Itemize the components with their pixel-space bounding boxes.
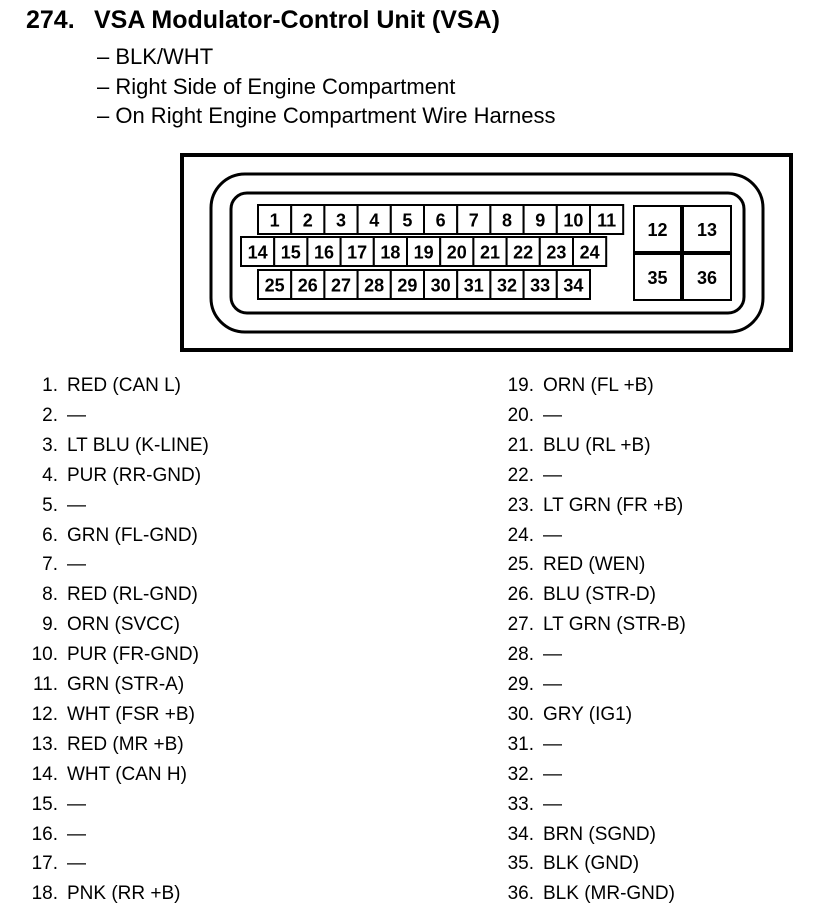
pin-row <box>476 461 562 491</box>
pin-label-28: 28 <box>364 275 385 296</box>
pin-description: PNK (RR +B) <box>67 883 181 905</box>
pin-number: 1. <box>42 375 58 396</box>
pin-number: 29. <box>507 674 534 695</box>
pin-label-12: 12 <box>647 220 668 240</box>
pin-description: BLK (GND) <box>543 853 640 875</box>
pin-number: 35. <box>507 853 534 875</box>
pin-number: 25. <box>507 554 534 576</box>
pin-number: 34. <box>507 823 534 845</box>
connector-color: – BLK/WHT <box>97 44 214 69</box>
pin-description: RED (MR +B) <box>67 733 184 755</box>
pin-description: RED (CAN L) <box>67 375 182 396</box>
pin-row <box>0 640 199 670</box>
pin-number: 4. <box>42 464 58 486</box>
pin-label-7: 7 <box>468 210 479 231</box>
pin-label-17: 17 <box>347 242 368 263</box>
pin-row <box>476 521 562 551</box>
pin-description: GRN (FL-GND) <box>67 524 198 546</box>
pin-description: — <box>67 554 86 576</box>
pin-row <box>0 790 86 820</box>
pin-number: 3. <box>42 434 58 456</box>
pin-label-4: 4 <box>369 210 380 231</box>
pin-label-18: 18 <box>380 242 401 263</box>
connector-diagram <box>0 0 832 360</box>
pin-number: 26. <box>507 584 534 606</box>
pin-row <box>476 879 675 909</box>
pin-row <box>476 760 562 790</box>
pin-description: ORN (SVCC) <box>67 614 180 636</box>
pin-row <box>476 849 639 879</box>
pin-description: GRN (STR-A) <box>67 674 185 695</box>
pin-number: 20. <box>507 404 534 426</box>
pin-description: WHT (FSR +B) <box>67 703 195 725</box>
pin-row <box>0 491 86 521</box>
pin-number: 9. <box>42 614 58 636</box>
pin-number: 14. <box>31 763 58 785</box>
pin-number: 19. <box>507 375 534 396</box>
pin-label-20: 20 <box>446 242 467 263</box>
pin-number: 17. <box>31 853 58 875</box>
pin-label-31: 31 <box>463 275 484 296</box>
pin-description: — <box>543 524 562 546</box>
pin-number: 11. <box>32 674 58 695</box>
pin-label-30: 30 <box>430 275 451 296</box>
pin-row <box>0 700 195 730</box>
pin-number: 18. <box>31 883 58 905</box>
pin-number: 7. <box>42 554 58 576</box>
pin-description: — <box>543 793 562 815</box>
pin-number: 6. <box>42 524 58 546</box>
pin-row <box>0 550 86 580</box>
pin-description: — <box>543 464 562 486</box>
pin-description: WHT (CAN H) <box>67 763 187 785</box>
item-number: 274. <box>26 6 75 34</box>
item-title: VSA Modulator-Control Unit (VSA) <box>94 6 500 34</box>
pin-label-32: 32 <box>496 275 518 296</box>
pin-description: PUR (FR-GND) <box>67 644 199 666</box>
pin-label-22: 22 <box>513 242 534 263</box>
pin-label-25: 25 <box>264 275 285 296</box>
pin-row <box>476 730 562 760</box>
pin-description: BRN (SGND) <box>543 823 656 845</box>
pin-row <box>0 371 181 401</box>
pin-row <box>476 550 645 580</box>
pin-row <box>0 730 184 760</box>
pin-label-13: 13 <box>696 220 718 240</box>
pin-row <box>476 700 632 730</box>
pin-number: 12. <box>31 703 58 725</box>
connector-harness: – On Right Engine Compartment Wire Harness <box>97 103 556 128</box>
pin-number: 15. <box>31 793 58 815</box>
pin-label-21: 21 <box>479 242 501 263</box>
pin-number: 32. <box>507 763 534 785</box>
pin-label-29: 29 <box>397 275 418 296</box>
pin-number: 5. <box>42 494 58 516</box>
pin-row <box>0 610 180 640</box>
pin-row <box>0 431 209 461</box>
pin-label-10: 10 <box>563 210 584 231</box>
pin-label-14: 14 <box>247 242 268 263</box>
pin-description: GRY (IG1) <box>543 703 633 725</box>
pin-label-23: 23 <box>546 242 567 263</box>
pin-description: — <box>67 404 86 426</box>
pin-row <box>476 401 562 431</box>
pin-label-34: 34 <box>563 275 584 296</box>
pin-label-5: 5 <box>402 210 413 231</box>
pin-row <box>476 371 654 401</box>
pin-label-26: 26 <box>297 275 318 296</box>
pin-number: 23. <box>507 494 534 516</box>
pin-label-33: 33 <box>530 275 551 296</box>
pin-number: 28. <box>507 644 534 666</box>
pin-number: 10. <box>31 644 58 666</box>
pin-description: BLU (STR-D) <box>543 584 656 606</box>
pin-description: — <box>543 674 562 695</box>
pin-label-9: 9 <box>535 210 546 231</box>
pin-number: 21. <box>507 434 534 456</box>
pin-description: — <box>67 793 86 815</box>
pin-description: — <box>67 853 86 875</box>
pin-label-2: 2 <box>302 210 313 231</box>
pin-description: — <box>543 404 562 426</box>
pin-description: BLU (RL +B) <box>543 434 651 456</box>
pin-label-16: 16 <box>313 242 335 263</box>
pin-number: 13. <box>31 733 58 755</box>
pin-description: — <box>543 733 562 755</box>
pin-description: — <box>67 494 86 516</box>
pin-label-6: 6 <box>435 210 446 231</box>
pin-label-15: 15 <box>280 242 301 263</box>
pin-label-24: 24 <box>579 242 600 263</box>
pin-description: LT GRN (FR +B) <box>543 494 684 516</box>
pin-description: ORN (FL +B) <box>543 375 654 396</box>
pin-label-1: 1 <box>269 210 280 231</box>
pin-row <box>0 820 86 850</box>
pin-row <box>476 610 686 640</box>
pin-description: — <box>67 823 86 845</box>
pin-description: RED (WEN) <box>543 554 646 576</box>
pin-number: 31. <box>507 733 534 755</box>
pin-row <box>476 431 651 461</box>
pin-number: 33. <box>507 793 534 815</box>
pin-number: 8. <box>42 584 58 606</box>
pin-row <box>476 491 683 521</box>
pin-label-36: 36 <box>696 268 718 288</box>
pin-description: BLK (MR-GND) <box>543 883 675 905</box>
pin-label-3: 3 <box>335 210 347 231</box>
pin-number: 22. <box>507 464 534 486</box>
pin-row <box>476 580 656 610</box>
pin-row <box>0 461 201 491</box>
pin-number: 30. <box>507 703 534 725</box>
pin-row <box>0 760 187 790</box>
pin-description: PUR (RR-GND) <box>67 464 202 486</box>
pin-row <box>0 401 86 431</box>
pin-description: — <box>543 644 562 666</box>
pin-row <box>0 879 181 909</box>
pin-label-11: 11 <box>597 210 617 231</box>
pin-row <box>476 670 562 700</box>
pin-label-19: 19 <box>413 242 434 263</box>
pin-description: LT BLU (K-LINE) <box>67 434 209 456</box>
pin-label-27: 27 <box>330 275 352 296</box>
pin-number: 16. <box>31 823 58 845</box>
pin-number: 27. <box>507 614 534 636</box>
pin-row <box>476 640 562 670</box>
pin-label-8: 8 <box>501 210 513 231</box>
pin-row <box>0 670 184 700</box>
pin-label-35: 35 <box>647 268 668 288</box>
pin-row <box>0 521 198 551</box>
pin-row <box>476 820 656 850</box>
pin-number: 2. <box>42 404 58 426</box>
pin-row <box>0 849 86 879</box>
pin-description: RED (RL-GND) <box>67 584 198 606</box>
pin-row <box>476 790 562 820</box>
connector-location: – Right Side of Engine Compartment <box>97 74 456 99</box>
pin-description: — <box>543 763 562 785</box>
pin-description: LT GRN (STR-B) <box>543 614 686 636</box>
pin-number: 36. <box>507 883 534 905</box>
pin-row <box>0 580 198 610</box>
pin-number: 24. <box>507 524 534 546</box>
